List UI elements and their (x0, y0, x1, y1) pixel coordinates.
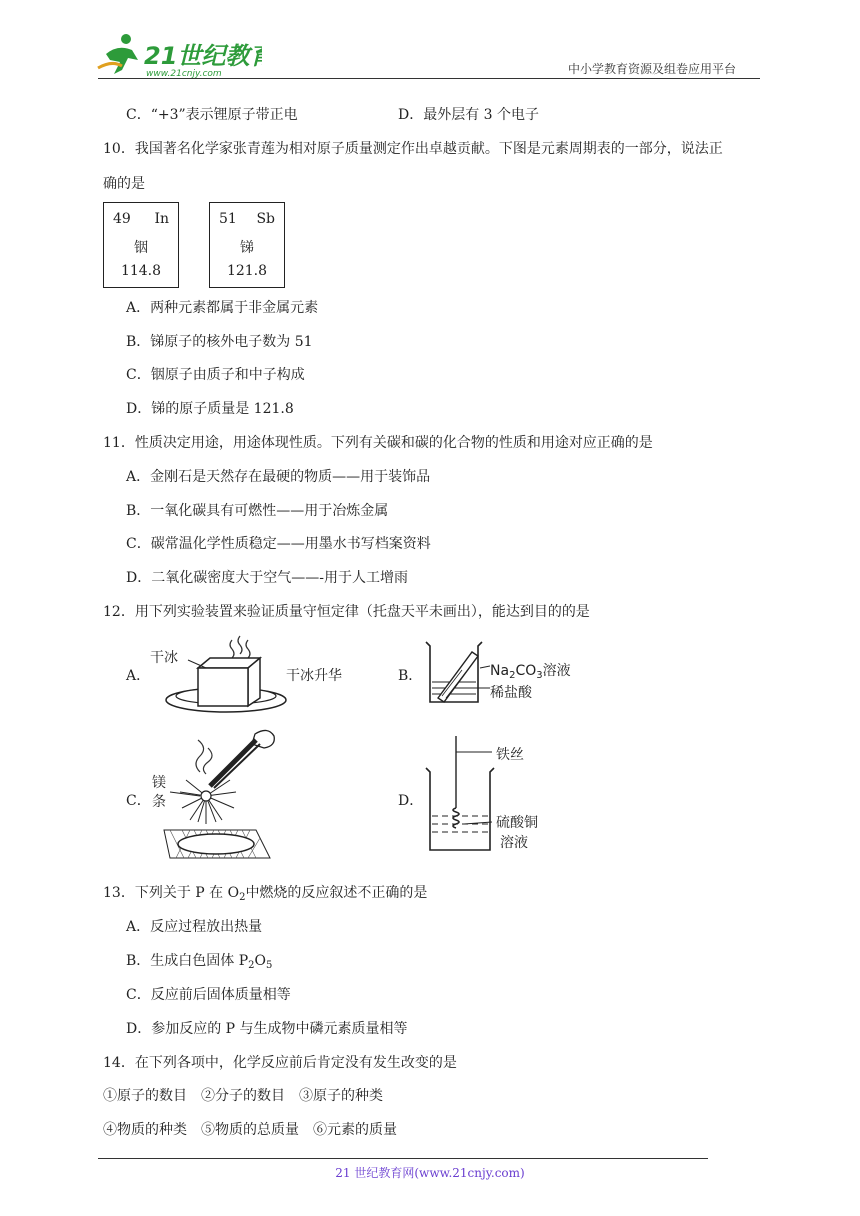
q10-option-d: D．锑的原子质量是 121.8 (126, 401, 294, 417)
sublimation-label: 干冰升华 (286, 668, 342, 684)
element-symbol: In (154, 211, 169, 227)
q14-stem: 14．在下列各项中，化学反应前后肯定没有发生改变的是 (103, 1055, 457, 1071)
platform-name: 中小学教育资源及组卷应用平台 (568, 62, 737, 76)
atomic-number: 51 (219, 211, 237, 227)
q13-stem-sub: 2 (239, 892, 246, 903)
q13-stem-post: 中燃烧的反应叙述不正确的是 (245, 885, 428, 901)
q14-items-line2: ④物质的种类 ⑤物质的总质量 ⑥元素的质量 (103, 1122, 397, 1138)
q11-stem: 11．性质决定用途，用途体现性质。下列有关碳和碳的化合物的性质和用途对应正确的是 (103, 435, 653, 451)
q11-option-d: D．二氧化碳密度大于空气——-用于人工增雨 (126, 570, 408, 586)
q13-option-a: A．反应过程放出热量 (126, 919, 263, 935)
na2co3-sub2: 2 (509, 670, 516, 681)
fig-d-label: D． (398, 793, 424, 809)
iron-wire-label: 铁丝 (496, 747, 524, 763)
q13-option-b (126, 952, 272, 970)
element-name: 铟 (134, 240, 148, 256)
q11-option-b: B．一氧化碳具有可燃性——用于冶炼金属 (126, 503, 389, 519)
logo-url: www.21cnjy.com (146, 69, 222, 79)
atomic-mass: 114.8 (120, 263, 162, 279)
magnesium-label-1: 镁 (152, 775, 166, 791)
q13-option-c: C．反应前后固体质量相等 (126, 987, 291, 1003)
runner-logo-icon (92, 30, 262, 82)
dry-ice-sublimation-figure (150, 630, 300, 720)
footer-divider (98, 1158, 708, 1159)
na2co3-solution-label (490, 660, 571, 680)
na2co3-prefix: Na (490, 663, 510, 679)
element-name: 锑 (240, 240, 254, 256)
element-cell-in (103, 202, 179, 288)
q11-option-a: A．金刚石是天然存在最硬的物质——用于装饰品 (126, 469, 431, 485)
q10-stem-line1: 10．我国著名化学家张青莲为相对原子质量测定作出卓越贡献。下图是元素周期表的一部分，说法正 (103, 141, 723, 157)
logo-text: 21世纪教育 (144, 42, 262, 70)
fig-c-label: C． (126, 793, 151, 809)
fig-b-label: B． (398, 668, 423, 684)
na2co3-co: CO (515, 663, 537, 679)
q10-stem-line2: 确的是 (103, 176, 145, 192)
beaker-acid-carbonate-figure (420, 638, 490, 708)
q13-stem (103, 884, 427, 902)
footer-link[interactable]: 21 世纪教育网(www.21cnjy.com) (335, 1166, 525, 1180)
magnesium-label-2: 条 (152, 794, 166, 810)
site-logo (92, 30, 262, 82)
q14-items-line1: ①原子的数目 ②分子的数目 ③原子的种类 (103, 1088, 383, 1104)
header-divider (98, 78, 760, 79)
q9-option-c: C．“+3”表示锂原子带正电 (126, 107, 298, 123)
magnesium-burning-figure (160, 722, 280, 862)
na2co3-suffix: 溶液 (542, 663, 571, 679)
q11-option-c: C．碳常温化学性质稳定——用墨水书写档案资料 (126, 536, 431, 552)
atomic-mass: 121.8 (226, 263, 268, 279)
q12-stem: 12．用下列实验装置来验证质量守恒定律（托盘天平未画出），能达到目的的是 (103, 604, 590, 620)
cuso4-label-2: 溶液 (500, 835, 528, 851)
element-cell-sb (209, 202, 285, 288)
cuso4-label-1: 硫酸铜 (496, 815, 538, 831)
q13-stem-pre: 13．下列关于 P 在 O (103, 885, 240, 901)
q13-option-d: D．参加反应的 P 与生成物中磷元素质量相等 (126, 1021, 408, 1037)
q10-option-b: B．锑原子的核外电子数为 51 (126, 334, 313, 350)
iron-copper-sulfate-figure (420, 736, 500, 856)
q13-option-b-mid: O (254, 953, 267, 969)
fig-a-label: A． (126, 668, 151, 684)
q13-option-b-pre: B．生成白色固体 P (126, 953, 249, 969)
na2co3-sub3: 3 (536, 670, 543, 681)
q13-option-b-sub1: 2 (248, 960, 255, 971)
q10-option-a: A．两种元素都属于非金属元素 (126, 300, 319, 316)
q9-option-d: D．最外层有 3 个电子 (398, 107, 540, 123)
q10-option-c: C．铟原子由质子和中子构成 (126, 367, 305, 383)
element-symbol: Sb (256, 211, 275, 227)
atomic-number: 49 (113, 211, 131, 227)
dry-ice-label: 干冰 (150, 650, 178, 666)
q13-option-b-sub2: 5 (266, 960, 273, 971)
dilute-hcl-label: 稀盐酸 (490, 685, 532, 701)
